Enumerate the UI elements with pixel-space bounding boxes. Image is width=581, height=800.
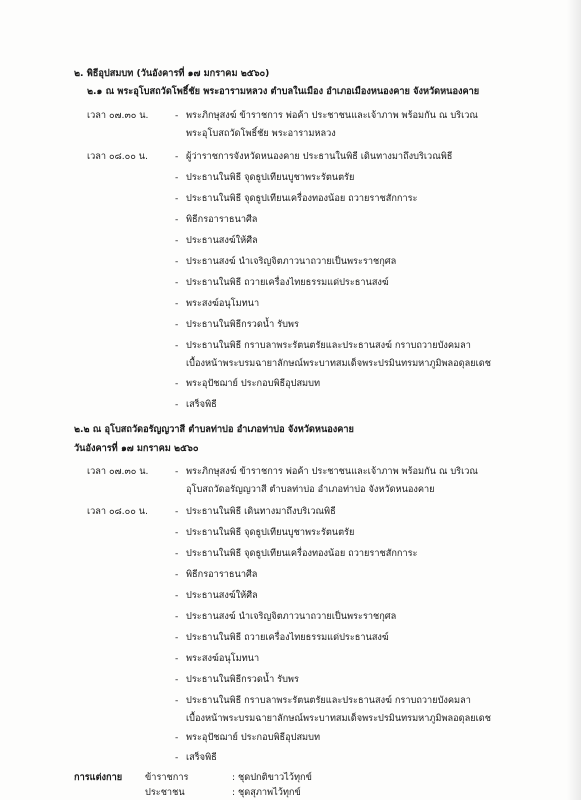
list-item: ประธานในพิธีกรวดน้ำ รับพร [186, 674, 299, 685]
list-item: พระสงฆ์อนุโมทนา [186, 298, 260, 309]
section-2-date: วันอังคารที่ ๑๗ มกราคม ๒๕๖๐ [74, 443, 199, 454]
list-item: ประธานสงฆ์ นำเจริญจิตภาวนาถวายเป็นพระราชกุศล [186, 256, 397, 267]
list-item: ประธานในพิธี ถวายเครื่องไทยธรรมแด่ประธานสงฆ์ [186, 277, 389, 288]
section-1-line-1: พระภิกษุสงฆ์ ข้าราชการ พ่อค้า ประชาชนและเจ้าภาพ พร้อมกัน ณ บริเวณ [186, 110, 478, 121]
list-item: ประธานสงฆ์ให้ศีล [186, 590, 258, 601]
list-item: ผู้ว่าราชการจังหวัดหนองคาย ประธานในพิธี เดินทางมาถึงบริเวณพิธี [186, 151, 453, 162]
list-item: ประธานในพิธี จุดธูปเทียนบูชาพระรัตนตรัย [186, 527, 355, 538]
list-item: ประธานในพิธี จุดธูปเทียนเครื่องทองน้อย ถวายราชสักการะ [186, 193, 418, 204]
list-item: พิธีกรอาราธนาศีล [186, 569, 258, 580]
document-page: ๒. พิธีอุปสมบท (วันอังคารที่ ๑๗ มกราคม ๒๕๖๐) ๒.๑ ณ พระอุโบสถวัดโพธิ์ชัย พระอารามหลวง ตำบลในเมือง อำเภอเมืองหนองคาย จังหวัดหนองคาย เวลา ๐๗.๓๐ น. - พระภิกษุสงฆ์ ข้าราชการ พ่อค้า ประชาชนและเจ้าภาพ พร้อมกัน ณ บริเวณ พระอุโบสถวัดโพธิ์ชัย พระอารามหลวง เวลา ๐๘.๐๐ น. - ผู้ว่าราชการจังหวัดหนองคาย ประธานในพิธี เดินทางมาถึงบริเวณพิธี - ประธานในพิธี จุดธูปเทียนบูชาพระรัตนตรัย - ประธานในพิธี จุดธูปเทียนเครื่องทองน้อย ถวายราชสักการะ - พิธีกรอาราธนาศีล - ประธานสงฆ์ให้ศีล - ประธานสงฆ์ นำเจริญจิตภาวนาถวายเป็นพระราชกุศล - ประธานในพิธี ถวายเครื่องไทยธรรมแด่ประธานสงฆ์ - พระสงฆ์อนุโมทนา - ประธานในพิธีกรวดน้ำ รับพร - ประธานในพิธี กราบลาพระรัตนตรัยและประธานสงฆ์ กราบถวายบังคมลา เบื้องหน้าพระบรมฉายาลักษณ์พระบาทสมเด็จพระปรมินทรมหาภูมิพลอดุลยเดช - พระอุปัชฌาย์ ประกอบพิธีอุปสมบท - เสร็จพิธี ๒.๒ ณ อุโบสถวัดอรัญญวาสี ตำบลท่าบ่อ อำเภอท่าบ่อ จังหวัดหนองคาย วันอังคารที่ ๑๗ มกราคม ๒๕๖๐ เวลา ๐๗.๓๐ น. - พระภิกษุสงฆ์ ข้าราชการ พ่อค้า ประชาชนและเจ้าภาพ พร้อมกัน ณ บริเวณ อุโบสถวัดอรัญญวาสี ตำบลท่าบ่อ อำเภอท่าบ่อ จังหวัดหนองคาย เวลา ๐๘.๐๐ น. - ประธานในพิธี เดินทางมาถึงบริเวณพิธี - ประธานในพิธี จุดธูปเทียนบูชาพระรัตนตรัย - ประธานในพิธี จุดธูปเทียนเครื่องทองน้อย ถวายราชสักการะ - พิธีกรอาราธนาศีล - ประธานสงฆ์ให้ศีล - ประธานสงฆ์ นำเจริญจิตภาวนาถวายเป็นพระราชกุศล - ประธานในพิธี ถวายเครื่องไทยธรรมแด่ประธานสงฆ์ - พระสงฆ์อนุโมทนา - ประธานในพิธีกรวดน้ำ รับพร - ประธานในพิธี กราบลาพระรัตนตรัยและประธานสงฆ์ กราบถวายบังคมลา เบื้องหน้าพระบรมฉายาลักษณ์พระบาทสมเด็จพระปรมินทรมหาภูมิพลอดุลยเดช - พระอุปัชฌาย์ ประกอบพิธีอุปสมบท - เสร็จพิธี การแต่งกาย ข้าราชการ : ชุดปกติขาวไว้ทุกข์ ประชาชน : ชุดสุภาพไว้ทุกข์ [0, 0, 581, 800]
list-item: พระอุปัชฌาย์ ประกอบพิธีอุปสมบท [186, 378, 321, 389]
section-2-line-1: พระภิกษุสงฆ์ ข้าราชการ พ่อค้า ประชาชนและเจ้าภาพ พร้อมกัน ณ บริเวณ [186, 466, 478, 477]
list-item: ประธานในพิธีกรวดน้ำ รับพร [186, 319, 299, 330]
list-item: ประธานในพิธี เดินทางมาถึงบริเวณพิธี [186, 506, 336, 517]
dress-who-1: ข้าราชการ [145, 772, 189, 783]
dress-what-2: : ชุดสุภาพไว้ทุกข์ [232, 787, 301, 798]
dress-what-1: : ชุดปกติขาวไว้ทุกข์ [232, 772, 312, 783]
section-2-line-2: อุโบสถวัดอรัญญวาสี ตำบลท่าบ่อ อำเภอท่าบ่อ จังหวัดหนองคาย [186, 484, 435, 495]
list-item: ประธานในพิธี กราบลาพระรัตนตรัยและประธานสงฆ์ กราบถวายบังคมลา [186, 695, 471, 706]
dash: - [175, 110, 179, 121]
list-item: ประธานสงฆ์ นำเจริญจิตภาวนาถวายเป็นพระราชกุศล [186, 611, 397, 622]
list-item: พระอุปัชฌาย์ ประกอบพิธีอุปสมบท [186, 732, 321, 743]
dress-who-2: ประชาชน [145, 787, 185, 798]
list-item: เสร็จพิธี [186, 399, 217, 410]
list-item: ประธานในพิธี กราบลาพระรัตนตรัยและประธานสงฆ์ กราบถวายบังคมลา [186, 340, 471, 351]
list-item: พระสงฆ์อนุโมทนา [186, 653, 260, 664]
list-item-continuation: เบื้องหน้าพระบรมฉายาลักษณ์พระบาทสมเด็จพระปรมินทรมหาภูมิพลอดุลยเดช [186, 713, 492, 724]
list-item: พิธีกรอาราธนาศีล [186, 214, 258, 225]
list-item: ประธานในพิธี จุดธูปเทียนบูชาพระรัตนตรัย [186, 172, 355, 183]
ceremony-heading: ๒. พิธีอุปสมบท (วันอังคารที่ ๑๗ มกราคม ๒๕๖๐) [74, 68, 270, 79]
section-1-time-2: เวลา ๐๘.๐๐ น. [87, 151, 148, 162]
list-item: ประธานในพิธี จุดธูปเทียนเครื่องทองน้อย ถวายราชสักการะ [186, 548, 418, 559]
section-1-time-1: เวลา ๐๗.๓๐ น. [87, 110, 149, 121]
list-item-continuation: เบื้องหน้าพระบรมฉายาลักษณ์พระบาทสมเด็จพระปรมินทรมหาภูมิพลอดุลยเดช [186, 358, 492, 369]
section-2-time-1: เวลา ๐๗.๓๐ น. [87, 466, 149, 477]
section-1-line-2: พระอุโบสถวัดโพธิ์ชัย พระอารามหลวง [186, 128, 336, 139]
list-item: เสร็จพิธี [186, 752, 217, 763]
list-item: ประธานสงฆ์ให้ศีล [186, 235, 258, 246]
section-2-time-2: เวลา ๐๘.๐๐ น. [87, 506, 148, 517]
section-2-title: ๒.๒ ณ อุโบสถวัดอรัญญวาสี ตำบลท่าบ่อ อำเภอท่าบ่อ จังหวัดหนองคาย [74, 424, 354, 435]
dress-code-label: การแต่งกาย [74, 772, 123, 783]
list-item: ประธานในพิธี ถวายเครื่องไทยธรรมแด่ประธานสงฆ์ [186, 632, 389, 643]
section-1-title: ๒.๑ ณ พระอุโบสถวัดโพธิ์ชัย พระอารามหลวง ตำบลในเมือง อำเภอเมืองหนองคาย จังหวัดหนองคาย [87, 86, 480, 97]
